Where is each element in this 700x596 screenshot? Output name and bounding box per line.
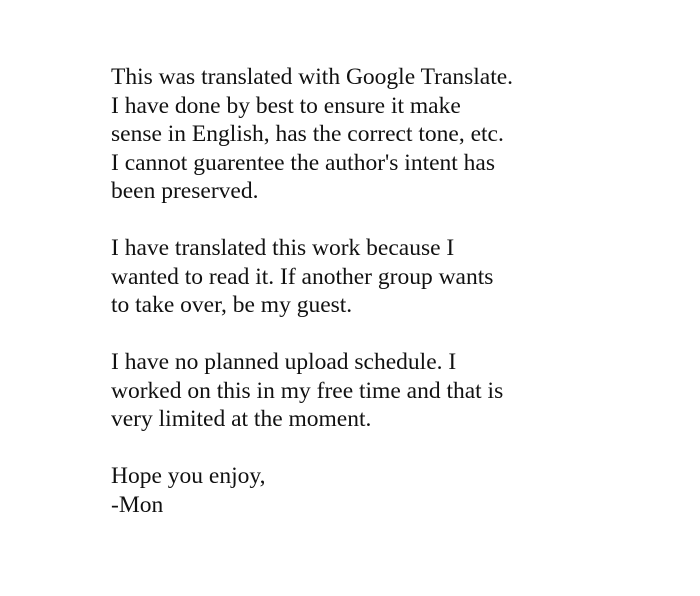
paragraph-signoff — [111, 462, 671, 519]
text-line: wanted to read it. If another group wants — [111, 263, 494, 290]
closing-line: Hope you enjoy, — [111, 463, 266, 489]
signature: -Mon — [111, 491, 164, 518]
translator-note — [111, 63, 671, 519]
text-line: worked on this in my free time and that is — [111, 377, 504, 404]
paragraph-upload-schedule — [111, 348, 671, 434]
text-line: I have done by best to ensure it make — [111, 92, 461, 119]
text-line: sense in English, has the correct tone, etc. — [111, 121, 504, 147]
text-line: very limited at the moment. — [111, 406, 372, 432]
text-line: This was translated with Google Translate. — [111, 64, 514, 90]
text-line: to take over, be my guest. — [111, 292, 353, 318]
text-line: I have translated this work because I — [111, 235, 455, 261]
paragraph-motivation — [111, 234, 671, 320]
paragraph-translation-disclaimer — [111, 63, 671, 206]
text-line: I have no planned upload schedule. I — [111, 349, 457, 375]
text-line: been preserved. — [111, 178, 259, 204]
text-line: I cannot guarentee the author's intent has — [111, 149, 496, 176]
